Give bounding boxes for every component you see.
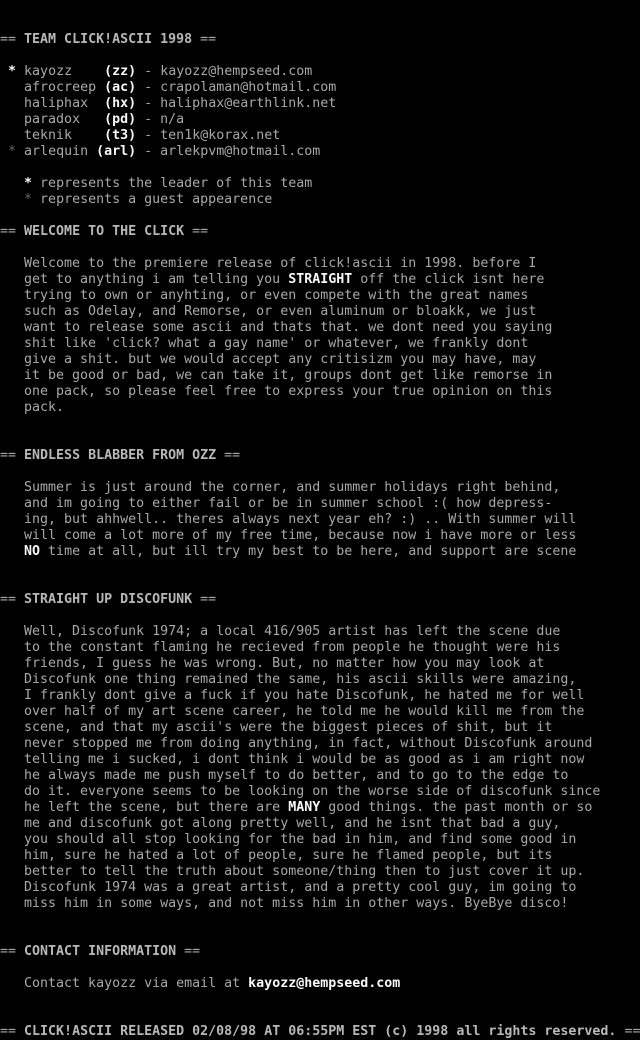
text-segment: == (192, 592, 217, 607)
member-handle: (pd) (104, 112, 137, 127)
blank-line (0, 992, 640, 1008)
text-segment: give a shit. but we would accept any critisizm you may have, may (0, 352, 537, 367)
team-member-row (0, 80, 640, 96)
section-header-blabber (0, 448, 640, 464)
highlight: MANY (288, 800, 321, 815)
text-segment (88, 144, 96, 159)
text-segment: - (136, 112, 161, 127)
text-segment: do it. everyone seems to be looking on the worse side of discofunk since (0, 784, 601, 799)
member-name: afrocreep (24, 80, 97, 95)
text-segment: I frankly dont give a fuck if you hate Discofunk, he hated me for well (0, 688, 585, 703)
text-line (0, 272, 640, 288)
text-line (0, 864, 640, 880)
text-segment: == (616, 1024, 640, 1039)
blank-line (0, 928, 640, 944)
text-segment (96, 80, 104, 95)
team-member-row (0, 128, 640, 144)
text-segment: better to tell the truth about someone/thing then to just cover it up. (0, 864, 585, 879)
text-line (0, 384, 640, 400)
guest-marker: * (24, 192, 33, 207)
guest-marker: * (8, 144, 17, 159)
text-segment: to the constant flaming he recieved from people he thought were his (0, 640, 561, 655)
text-segment: friends, I guess he was wrong. But, no matter how you may look at (0, 656, 545, 671)
text-segment (88, 96, 104, 111)
text-line (0, 880, 640, 896)
text-segment: telling me i sucked, i dont think i would be as good as i am right now (0, 752, 585, 767)
text-line (0, 352, 640, 368)
text-segment: == (0, 224, 25, 239)
text-segment: represents the leader of this team (32, 176, 313, 191)
text-segment: Contact kayozz via email at (0, 976, 249, 991)
leader-marker: * (24, 176, 33, 191)
member-name: arlequin (24, 144, 89, 159)
section-header-contact (0, 944, 640, 960)
text-segment: Discofunk 1974 was a great artist, and a pretty cool guy, im going to (0, 880, 577, 895)
member-handle: (ac) (104, 80, 137, 95)
text-line (0, 800, 640, 816)
text-line (0, 512, 640, 528)
text-segment: good things. the past month or so (320, 800, 593, 815)
text-segment: - (136, 144, 161, 159)
text-line (0, 336, 640, 352)
text-segment (0, 96, 24, 111)
text-segment: he left the scene, but there are (0, 800, 289, 815)
text-segment: - (136, 80, 161, 95)
text-line (0, 832, 640, 848)
blank-line (0, 432, 640, 448)
text-line (0, 400, 640, 416)
text-line (0, 496, 640, 512)
section-header-team (0, 32, 640, 48)
text-segment: Discofunk one thing remained the same, his ascii skills were amazing, (0, 672, 577, 687)
legend-guest (0, 192, 640, 208)
blank-line (0, 576, 640, 592)
text-line (0, 816, 640, 832)
text-segment: time at all, but ill try my best to be here, and support are scene (40, 544, 577, 559)
text-segment: == (0, 1024, 25, 1039)
text-segment (80, 112, 104, 127)
text-line (0, 896, 640, 912)
text-segment (0, 80, 24, 95)
text-segment (0, 128, 24, 143)
blank-line (0, 0, 640, 16)
text-segment: you should all stop looking for the bad in him, and find some good in (0, 832, 577, 847)
member-email: kayozz@hempseed.com (160, 64, 313, 79)
text-line (0, 480, 640, 496)
text-segment: one pack, so please feel free to express your true opinion on this (0, 384, 553, 399)
text-line (0, 720, 640, 736)
text-segment (16, 64, 24, 79)
text-line (0, 528, 640, 544)
text-segment: == (216, 448, 241, 463)
member-name: kayozz (24, 64, 73, 79)
header-text: ENDLESS BLABBER FROM OZZ (24, 448, 217, 463)
text-segment: == (0, 592, 25, 607)
text-segment (72, 128, 104, 143)
text-segment: ing, but ahhwell.. theres always next year eh? :) .. With summer will (0, 512, 577, 527)
text-segment: over half of my art scene career, he told me he would kill me from the (0, 704, 585, 719)
text-segment (16, 144, 24, 159)
text-segment: get to anything i am telling you (0, 272, 289, 287)
text-segment (0, 144, 8, 159)
text-segment: Well, Discofunk 1974; a local 416/905 artist has left the scene due (0, 624, 561, 639)
legend-leader (0, 176, 640, 192)
text-line (0, 784, 640, 800)
member-name: haliphax (24, 96, 89, 111)
text-segment (0, 192, 24, 207)
text-line (0, 256, 640, 272)
section-header-welcome (0, 224, 640, 240)
blank-line (0, 560, 640, 576)
team-member-row (0, 144, 640, 160)
member-email: haliphax@earthlink.net (160, 96, 337, 111)
text-segment (0, 112, 24, 127)
text-segment: - (136, 96, 161, 111)
text-line (0, 288, 640, 304)
blank-line (0, 160, 640, 176)
text-segment: pack. (0, 400, 65, 415)
text-segment: it be good or bad, we can take it, groups dont get like remorse in (0, 368, 553, 383)
blank-line (0, 1008, 640, 1024)
highlight: STRAIGHT (288, 272, 353, 287)
text-segment: such as Odelay, and Remorse, or even aluminum or bloakk, we just (0, 304, 537, 319)
blank-line (0, 240, 640, 256)
text-line (0, 624, 640, 640)
text-segment: Summer is just around the corner, and summer holidays right behind, (0, 480, 561, 495)
text-segment (0, 544, 24, 559)
text-segment: == (176, 944, 201, 959)
blank-line (0, 416, 640, 432)
text-segment (0, 176, 24, 191)
member-email: crapolaman@hotmail.com (160, 80, 337, 95)
text-segment: want to release some ascii and thats that. we dont need you saying (0, 320, 553, 335)
text-line (0, 368, 640, 384)
text-segment: scene, and that my ascii's were the biggest pieces of shit, but it (0, 720, 553, 735)
team-member-row (0, 64, 640, 80)
header-text: WELCOME TO THE CLICK (24, 224, 185, 239)
text-segment: == (0, 944, 25, 959)
text-segment: shit like 'click? what a gay name' or whatever, we frankly dont (0, 336, 529, 351)
text-line (0, 736, 640, 752)
text-line (0, 688, 640, 704)
text-line (0, 768, 640, 784)
text-segment: off the click isnt here (352, 272, 545, 287)
text-segment: represents a guest appearence (32, 192, 273, 207)
text-line (0, 544, 640, 560)
text-segment: == (184, 224, 209, 239)
text-segment (72, 64, 104, 79)
header-text: CONTACT INFORMATION (24, 944, 177, 959)
text-segment: trying to own or anyhting, or even compete with the great names (0, 288, 529, 303)
blank-line (0, 912, 640, 928)
member-name: teknik (24, 128, 73, 143)
text-segment: and im going to either fail or be in summer school :( how depress- (0, 496, 553, 511)
member-name: paradox (24, 112, 81, 127)
blank-line (0, 48, 640, 64)
member-email: ten1k@korax.net (160, 128, 281, 143)
member-email: arlekpvm@hotmail.com (160, 144, 321, 159)
release-footer (0, 1024, 640, 1040)
member-handle: (zz) (104, 64, 137, 79)
blank-line (0, 464, 640, 480)
member-handle: (arl) (96, 144, 137, 159)
text-line (0, 656, 640, 672)
contact-email: kayozz@hempseed.com (248, 976, 401, 991)
blank-line (0, 960, 640, 976)
text-segment: miss him in some ways, and not miss him in other ways. ByeBye disco! (0, 896, 569, 911)
text-segment: him, sure he hated a lot of people, sure he flamed people, but its (0, 848, 553, 863)
contact-line (0, 976, 640, 992)
text-segment: - (136, 64, 161, 79)
member-handle: (hx) (104, 96, 137, 111)
footer-text: CLICK!ASCII RELEASED 02/08/98 AT 06:55PM EST (c) 1998 all rights reserved. (24, 1024, 617, 1039)
leader-marker: * (8, 64, 17, 79)
text-line (0, 672, 640, 688)
text-segment: == (192, 32, 217, 47)
header-text: TEAM CLICK!ASCII 1998 (24, 32, 193, 47)
text-line (0, 848, 640, 864)
highlight: NO (24, 544, 41, 559)
blank-line (0, 16, 640, 32)
blank-line (0, 608, 640, 624)
text-segment: Welcome to the premiere release of click!ascii in 1998. before I (0, 256, 537, 271)
text-segment (0, 64, 8, 79)
text-line (0, 640, 640, 656)
text-line (0, 704, 640, 720)
text-segment: will come a lot more of my free time, because now i have more or less (0, 528, 577, 543)
team-member-row (0, 96, 640, 112)
text-segment: never stopped me from doing anything, in fact, without Discofunk around (0, 736, 593, 751)
header-text: STRAIGHT UP DISCOFUNK (24, 592, 193, 607)
text-line (0, 304, 640, 320)
member-handle: (t3) (104, 128, 137, 143)
blank-line (0, 208, 640, 224)
text-segment: he always made me push myself to do better, and to go to the edge to (0, 768, 569, 783)
text-segment: == (0, 448, 25, 463)
text-segment: me and discofunk got along pretty well, and he isnt that bad a guy, (0, 816, 561, 831)
section-header-discofunk (0, 592, 640, 608)
text-segment: == (0, 32, 25, 47)
text-segment: - (136, 128, 161, 143)
text-line (0, 320, 640, 336)
team-member-row (0, 112, 640, 128)
member-email: n/a (160, 112, 185, 127)
text-line (0, 752, 640, 768)
